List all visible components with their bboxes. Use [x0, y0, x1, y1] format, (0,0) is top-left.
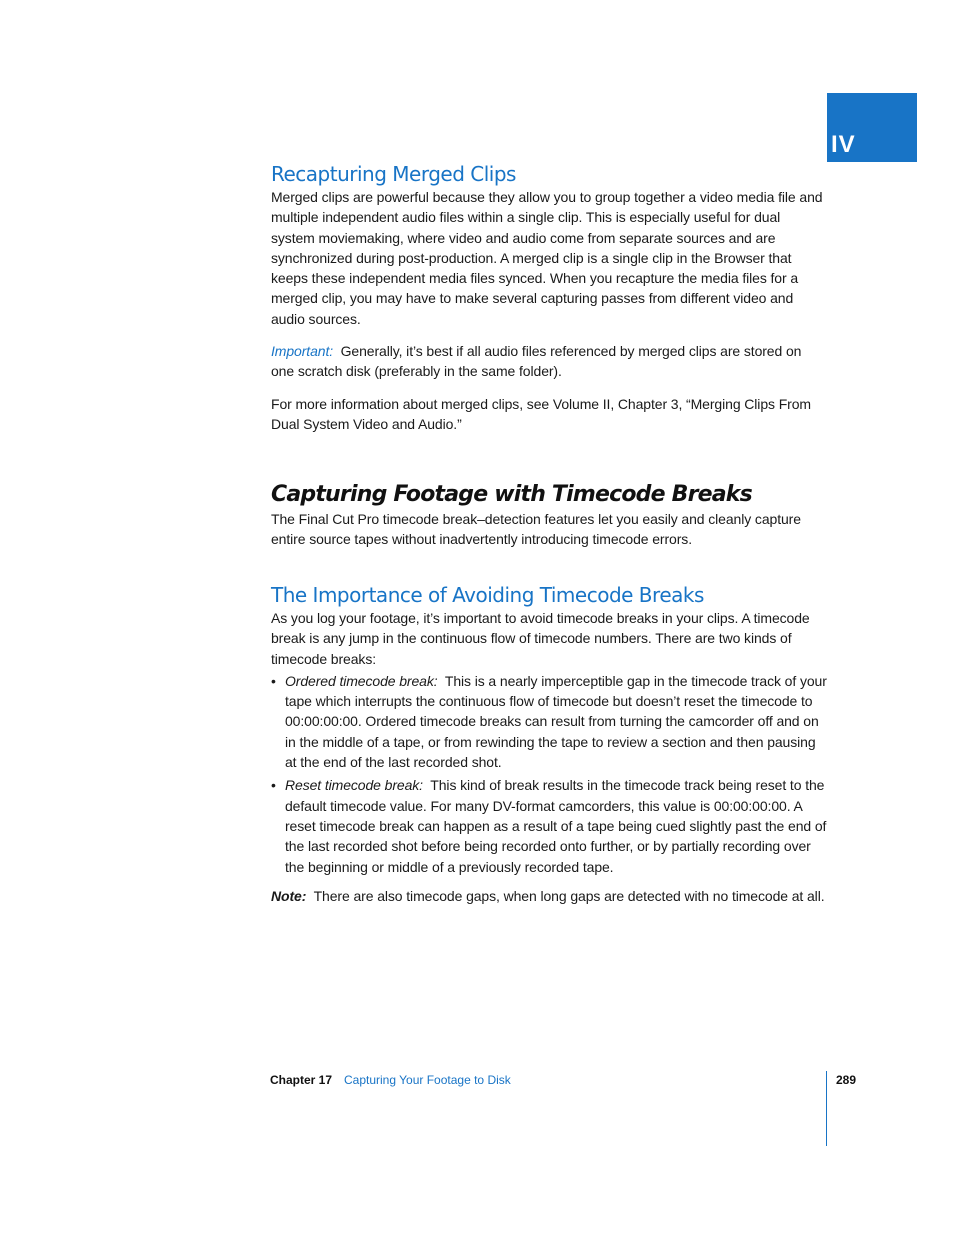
list-item [271, 671, 827, 772]
body-paragraph: The Final Cut Pro timecode break–detection features let you easily and cleanly capture entire source tapes without inadvertently introducing timecode errors. [271, 511, 801, 548]
bullet-list [271, 671, 827, 877]
list-item-text: This kind of break results in the timecode track being reset to the default timecode value. For many DV-format camcorders, this value is 00:00:00:00. A reset timecode break can happen as a result of a tape being cued slightly past the end of the last recorded shot before being recorded onto further, or by partially recording over the beginning or middle of a previously recorded tape. [285, 777, 827, 875]
body-paragraph: As you log your footage, it’s important to avoid timecode breaks in your clips. A timecode break is any jump in the continuous flow of timecode numbers. There are two kinds of timecode breaks: [271, 610, 810, 667]
part-tab-label: IV [831, 131, 856, 158]
chapter-section-heading: Capturing Footage with Timecode Breaks [271, 482, 752, 507]
note-paragraph [271, 886, 827, 906]
footer-chapter-title: Capturing Your Footage to Disk [344, 1073, 511, 1087]
list-item-text: This is a nearly imperceptible gap in the timecode track of your tape which interrupts the continuous flow of timecode but doesn’t reset the timecode to 00:00:00:00. Ordered timecode breaks can result from turning the camcorder off and on in the middle of a tape, or from rewinding the tape to review a section and then pausing at the end of the last recorded shot. [285, 672, 827, 771]
bullet-mark: • [271, 672, 276, 689]
important-paragraph [271, 341, 827, 382]
important-label: Important: [271, 343, 334, 360]
section-heading: The Importance of Avoiding Timecode Breaks [271, 583, 704, 607]
note-label: Note: [271, 887, 307, 904]
body-paragraph: For more information about merged clips, see Volume II, Chapter 3, “Merging Clips From Dual System Video and Audio.” [271, 395, 811, 432]
footer-chapter: Chapter 17 [270, 1073, 333, 1087]
list-item-term: Ordered timecode break: [285, 672, 438, 689]
section-capturing-footage [271, 482, 827, 550]
section-heading: Recapturing Merged Clips [271, 162, 516, 186]
section-importance-avoiding-breaks [271, 583, 827, 906]
list-item-term: Reset timecode break: [285, 777, 423, 794]
part-tab [827, 93, 917, 162]
bullet-mark: • [271, 777, 276, 794]
page-number: 289 [836, 1073, 857, 1087]
note-text: There are also timecode gaps, when long gaps are detected with no timecode at all. [313, 887, 825, 904]
section-recapturing-merged-clips [271, 162, 827, 434]
important-text: Generally, it’s best if all audio files referenced by merged clips are stored on one scratch disk (preferably in the same folder). [271, 343, 802, 380]
footer-divider [826, 1071, 827, 1146]
list-item [271, 775, 827, 876]
body-paragraph: Merged clips are powerful because they allow you to group together a video media file and multiple independent audio files within a single clip. This is especially useful for dual system moviemaking, where video and audio come from separate sources and are synchronized during post-production. A merged clip is a single clip in the Browser that keeps these independent media files synced. When you recapture the media files for a merged clip, you may have to make several capturing passes from different video and audio sources. [271, 189, 823, 327]
